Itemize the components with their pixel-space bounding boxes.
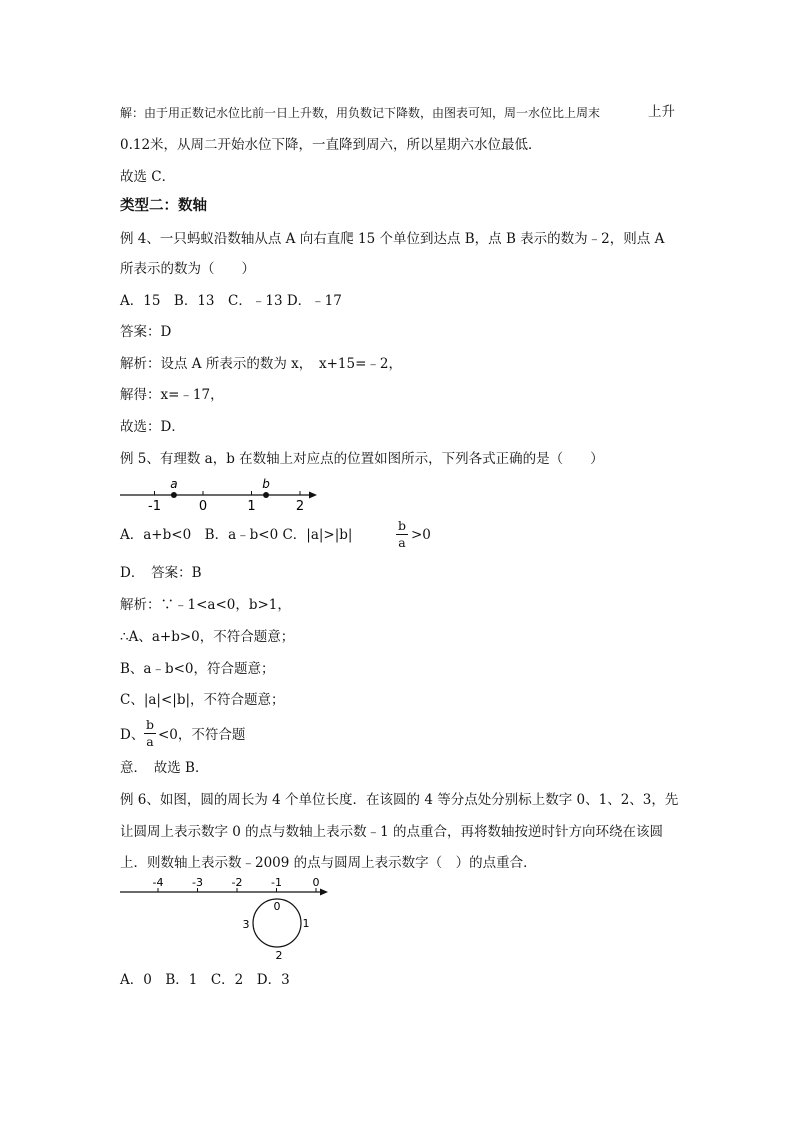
axis-tick-label: -1: [148, 499, 161, 514]
example5-analysis-6: 意． 故选 B．: [120, 760, 209, 776]
circle-label-1: 1: [302, 917, 310, 930]
example4-question-line-2: 所表示的数为（ ）: [120, 261, 255, 277]
solution-line-2: 0.12米，从周二开始水位下降，一直降到周六，所以星期六水位最低．: [120, 137, 542, 153]
point-a: [171, 492, 177, 498]
example4-analysis: 解析：设点 A 所表示的数为 x， x+15=﹣2，: [120, 356, 402, 372]
example6-question-line-3: 上．则数轴上表示数﹣2009 的点与圆周上表示数字（ ）的点重合．: [120, 855, 537, 871]
example5-option-d-relation: >0: [411, 527, 431, 543]
axis-tick-label: -3: [192, 876, 203, 889]
example6-circle-figure: [118, 872, 338, 964]
axis-tick-label: -4: [152, 876, 164, 889]
example5-analysis-5-prefix: D、: [120, 727, 145, 743]
circle-label-2: 2: [275, 949, 283, 962]
example4-choose: 故选：D．: [120, 419, 185, 435]
solution-line-1: [120, 103, 600, 123]
fraction-numerator: b: [397, 518, 406, 533]
example5-question: 例 5、有理数 a，b 在数轴上对应点的位置如图所示，下列各式正确的是（ ）: [120, 451, 604, 467]
example5-analysis-4: C、|a|<|b|，不符合题意；: [120, 692, 285, 708]
circle-label-0: 0: [273, 900, 281, 913]
example6-question-line-1: 例 6、如图，圆的周长为 4 个单位长度．在该圆的 4 等分点处分别标上数字 0、1、2、3，先: [120, 792, 679, 808]
point-b: [263, 492, 269, 498]
solution-line-1-tail: 上升: [648, 104, 675, 120]
example4-solve: 解得：x=﹣17，: [120, 387, 224, 403]
axis-tick-label: -2: [231, 876, 243, 889]
circle-label-3: 3: [242, 918, 250, 931]
axis-arrow-icon: [320, 889, 328, 896]
solution-line-1-main: 解：由于用正数记水位比前一日上升数，用负数记下降数，由图表可知，周一水位比上周末: [120, 106, 601, 120]
point-label-b: b: [262, 477, 270, 491]
example5-analysis-5-suffix: <0，不符合题: [158, 727, 246, 743]
point-label-a: a: [170, 477, 178, 491]
axis-tick-label: 1: [247, 499, 256, 514]
fraction-denominator: a: [398, 535, 406, 550]
section-heading: 类型二：数轴: [120, 197, 207, 214]
axis-tick-label: -1: [271, 876, 282, 889]
example5-analysis-fraction: [144, 718, 156, 749]
axis-tick-label: 0: [198, 499, 208, 514]
example5-number-line: [115, 470, 330, 515]
example5-analysis-2: ∴A、a+b>0，不符合题意；: [120, 629, 295, 645]
example4-question-line-1: 例 4、一只蚂蚁沿数轴从点 A 向右直爬 15 个单位到达点 B，点 B 表示的数为﹣2，则点 A: [120, 231, 665, 247]
axis-tick-label: 2: [295, 499, 305, 514]
axis-tick-label: 0: [312, 876, 320, 889]
example6-options: A．0 B．1 C．2 D．3: [120, 972, 290, 988]
example5-analysis-3: B、a﹣b<0，符合题意；: [120, 661, 275, 677]
example5-option-d-fraction: [396, 519, 408, 550]
example4-options: A．15 B．13 C．﹣13 D．﹣17: [120, 293, 342, 309]
example5-analysis-1: 解析：∵﹣1<a<0，b>1，: [120, 597, 291, 613]
solution-line-3: 故选 C．: [120, 169, 176, 185]
example4-answer: 答案：D: [120, 324, 172, 340]
fraction-denominator: a: [146, 734, 154, 749]
fraction-numerator: b: [145, 717, 154, 732]
axis-arrow-icon: [309, 492, 317, 499]
example5-d-answer: D． 答案：B: [120, 565, 202, 581]
example6-question-line-2: 让圆周上表示数字 0 的点与数轴上表示数﹣1 的点重合，再将数轴按逆时针方向环绕在该圆: [120, 824, 664, 840]
example5-options: A．a+b<0 B．a﹣b<0 C．|a|>|b|: [120, 527, 353, 543]
